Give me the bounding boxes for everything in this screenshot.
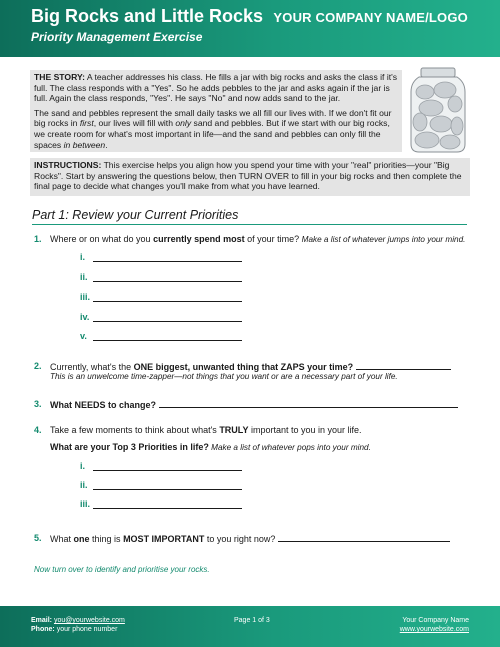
list-marker: ii. (80, 480, 88, 490)
story-text-2g: . (105, 139, 108, 150)
footer-contact (31, 616, 125, 634)
q2-text-b: ONE biggest, unwanted thing that ZAPS your time? (133, 362, 354, 372)
q1-text-b: currently spend most (153, 234, 245, 244)
section-divider (32, 224, 467, 225)
phone-label: Phone: (31, 626, 55, 633)
q4-subquestion (50, 442, 371, 453)
answer-line[interactable] (93, 301, 242, 302)
q1-text-c: of your time? (244, 234, 302, 244)
answer-line[interactable] (278, 533, 450, 542)
page-footer (0, 606, 500, 647)
list-marker: i. (80, 252, 86, 262)
answer-line[interactable] (356, 361, 451, 370)
q4-text-a: Take a few moments to think about what's (50, 425, 220, 435)
instructions-panel (30, 158, 470, 196)
question-text (50, 533, 450, 545)
footer-company (400, 616, 469, 634)
q3-text: What NEEDS to change? (50, 400, 157, 410)
email-label: Email: (31, 617, 53, 624)
q4-text-c: important to you in your life. (248, 425, 362, 435)
story-text-2b: first (79, 118, 94, 129)
question-number: 3. (34, 399, 42, 409)
answer-line[interactable] (93, 470, 242, 471)
list-marker: iii. (80, 499, 91, 509)
page-subtitle: Priority Management Exercise (31, 30, 203, 44)
q5-text-d: MOST IMPORTANT (123, 534, 205, 544)
email-link[interactable]: you@yourwebsite.com (53, 617, 125, 624)
question-text (50, 425, 362, 436)
rock-jar-image (407, 66, 469, 154)
page-header (0, 0, 500, 57)
story-text-2c: , our lives will fill with (93, 118, 176, 129)
section-heading: Part 1: Review your Current Priorities (32, 208, 239, 222)
q5-text-b: one (73, 534, 90, 544)
list-marker: iv. (80, 312, 90, 322)
q4-text-b: TRULY (219, 425, 249, 435)
instructions-text: This exercise helps you align how you spend your time with your "real" priorities—your "Big Rocks". Start by answering the questions below, then TURN OVER to fill in your big rocks and then complete the final page to decide what changes you'll make from what you have learned. (34, 160, 462, 192)
story-text-2a: The sand and pebbles represent the small daily tasks we all fill our lives with. If we don't fit our big rocks in (34, 107, 392, 129)
list-marker: v. (80, 331, 87, 341)
question-text (50, 399, 458, 411)
page-title: Big Rocks and Little Rocks (31, 6, 264, 26)
answer-line[interactable] (93, 489, 242, 490)
website-link[interactable]: www.yourwebsite.com (399, 626, 469, 633)
question-number: 1. (34, 234, 42, 244)
story-text-2e: sand and pebbles. But if we start with our big rocks, we create room for what's most important in life—and the sand and pebbles can only fill the spaces (34, 118, 390, 150)
story-panel (30, 70, 402, 152)
answer-line[interactable] (93, 508, 242, 509)
question-number: 2. (34, 361, 42, 371)
answer-line[interactable] (93, 261, 242, 262)
list-marker: ii. (80, 272, 88, 282)
q1-text-a: Where or on what do you (50, 234, 154, 244)
answer-line[interactable] (93, 340, 242, 341)
company-logo: YOUR COMPANY NAME/LOGO (273, 10, 468, 25)
q5-text-e: to you right now? (204, 534, 276, 544)
q1-hint: Make a list of whatever jumps into your mind. (301, 235, 466, 244)
story-paragraph-1 (34, 72, 398, 104)
answer-line[interactable] (159, 399, 458, 408)
q4-hint: Make a list of whatever pops into your mind. (208, 443, 371, 452)
story-paragraph-2 (34, 108, 398, 150)
phone-number: your phone number (56, 626, 118, 633)
story-label: THE STORY: (34, 72, 85, 82)
q4-sub-text: What are your Top 3 Priorities in life? (50, 442, 209, 452)
instructions-label: INSTRUCTIONS: (34, 160, 102, 170)
question-text (50, 234, 465, 245)
q5-text-c: thing is (89, 534, 124, 544)
question-number: 4. (34, 425, 42, 435)
list-marker: iii. (80, 292, 91, 302)
answer-line[interactable] (93, 281, 242, 282)
answer-line[interactable] (93, 321, 242, 322)
company-name: Your Company Name (402, 617, 469, 624)
q2-text-a: Currently, what's the (50, 362, 134, 372)
story-text-1: A teacher addresses his class. He fills a jar with big rocks and asks the class if it's full. The class responds with a "Yes". So he adds pebbles to the jar and asks again if the jar is full. Again the class responds, "Yes". He says "No" and now adds sand to the jar. (34, 72, 398, 104)
q2-hint: This is an unwelcome time-zapper—not things that you want or are a necessary part of your life. (50, 372, 398, 381)
closing-note: Now turn over to identify and prioritise your rocks. (34, 565, 210, 574)
page-number: Page 1 of 3 (234, 617, 270, 624)
q5-text-a: What (50, 534, 74, 544)
story-text-2d: only (175, 118, 192, 129)
question-number: 5. (34, 533, 42, 543)
story-text-2f: in between (63, 139, 106, 150)
list-marker: i. (80, 461, 86, 471)
